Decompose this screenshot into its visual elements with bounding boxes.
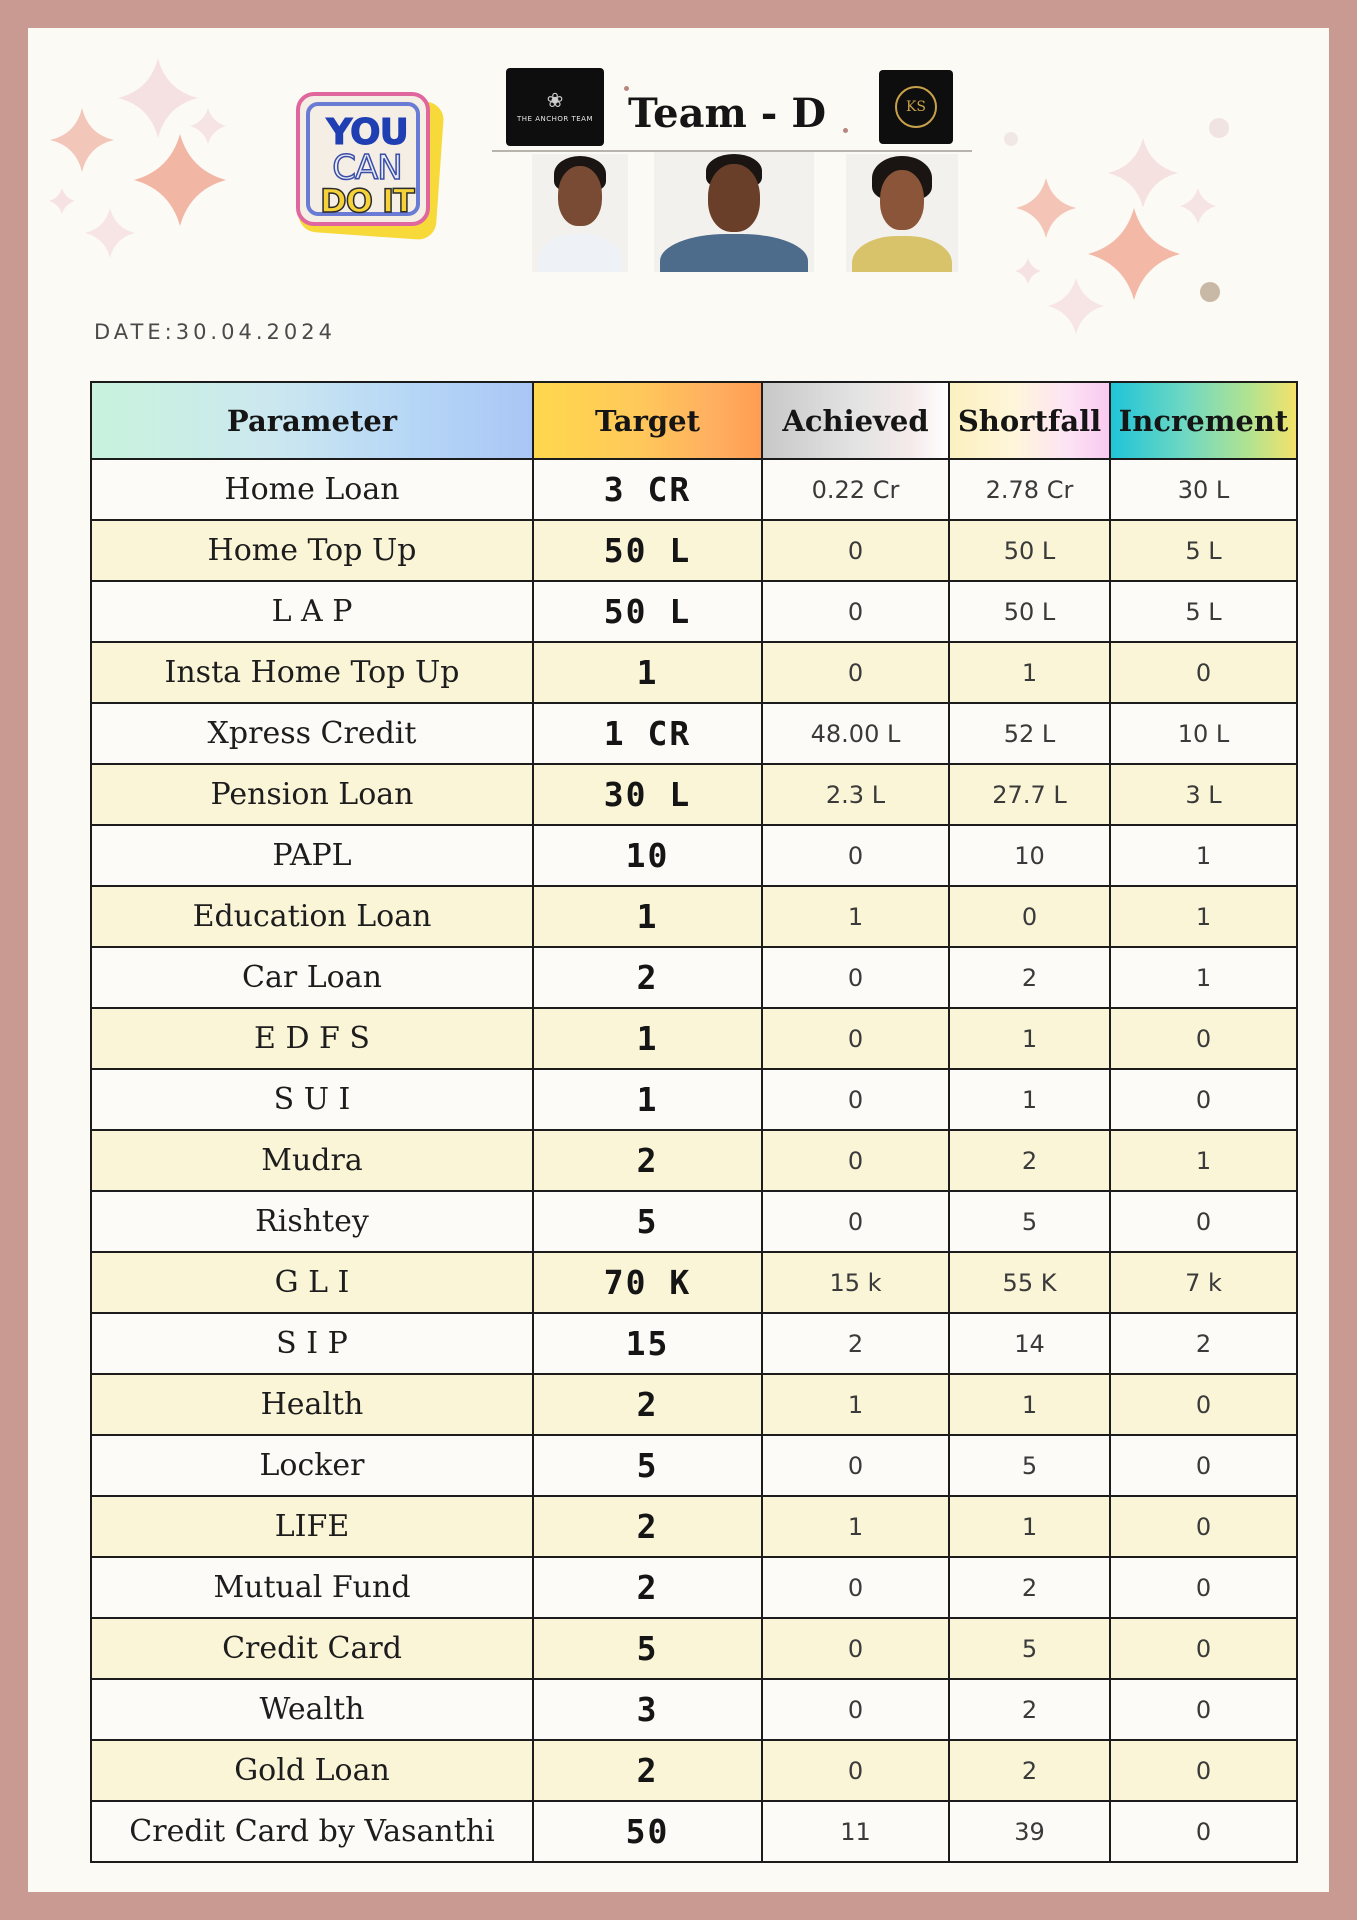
cell-target: 3: [533, 1679, 762, 1740]
cell-increment: 0: [1110, 1557, 1297, 1618]
cell-achieved: 15 k: [762, 1252, 949, 1313]
table-row: [91, 947, 1297, 1008]
cell-shortfall: 2: [949, 947, 1110, 1008]
cell-shortfall: 1: [949, 1008, 1110, 1069]
cell-shortfall: 1: [949, 1069, 1110, 1130]
cell-target: 10: [533, 825, 762, 886]
table-row: [91, 642, 1297, 703]
cell-parameter: E D F S: [91, 1008, 533, 1069]
table-row: [91, 1618, 1297, 1679]
cell-increment: 5 L: [1110, 520, 1297, 581]
cell-achieved: 1: [762, 886, 949, 947]
cell-target: 2: [533, 1557, 762, 1618]
cell-increment: 0: [1110, 1435, 1297, 1496]
cell-target: 2: [533, 1130, 762, 1191]
cell-increment: 0: [1110, 1740, 1297, 1801]
cell-target: 1 CR: [533, 703, 762, 764]
cell-increment: 0: [1110, 1069, 1297, 1130]
cell-target: 15: [533, 1313, 762, 1374]
butterfly-icon: ❀: [546, 90, 564, 112]
header-increment: Increment: [1110, 382, 1297, 459]
cell-parameter: Wealth: [91, 1679, 533, 1740]
cell-parameter: Credit Card: [91, 1618, 533, 1679]
table-row: [91, 703, 1297, 764]
cell-achieved: 0: [762, 1557, 949, 1618]
cell-achieved: 0: [762, 1130, 949, 1191]
cell-target: 1: [533, 1069, 762, 1130]
report-date: DATE:30.04.2024: [94, 320, 336, 344]
cell-shortfall: 55 K: [949, 1252, 1110, 1313]
cell-shortfall: 52 L: [949, 703, 1110, 764]
cell-achieved: 2: [762, 1313, 949, 1374]
cell-parameter: Health: [91, 1374, 533, 1435]
cell-achieved: 0: [762, 1679, 949, 1740]
cell-shortfall: 2.78 Cr: [949, 459, 1110, 520]
cell-target: 5: [533, 1435, 762, 1496]
cell-shortfall: 2: [949, 1130, 1110, 1191]
cell-achieved: 0.22 Cr: [762, 459, 949, 520]
cell-increment: 0: [1110, 1374, 1297, 1435]
cell-shortfall: 14: [949, 1313, 1110, 1374]
cell-increment: 0: [1110, 1191, 1297, 1252]
cell-achieved: 0: [762, 825, 949, 886]
cell-shortfall: 5: [949, 1191, 1110, 1252]
sparkle-decoration-left: [48, 48, 278, 278]
table-row: [91, 886, 1297, 947]
table-row: [91, 1740, 1297, 1801]
cell-shortfall: 1: [949, 642, 1110, 703]
page-title: Team - D: [628, 90, 827, 137]
cell-increment: 0: [1110, 1618, 1297, 1679]
decor-dot: [1200, 282, 1220, 302]
cell-achieved: 1: [762, 1496, 949, 1557]
table-row: [91, 1496, 1297, 1557]
table-row: [91, 764, 1297, 825]
cell-target: 50: [533, 1801, 762, 1862]
anchor-team-logo: [506, 68, 604, 146]
cell-target: 2: [533, 1374, 762, 1435]
cell-shortfall: 0: [949, 886, 1110, 947]
ks-logo: [879, 70, 953, 144]
cell-shortfall: 1: [949, 1374, 1110, 1435]
table-body: [91, 459, 1297, 1862]
cell-target: 2: [533, 1496, 762, 1557]
cell-increment: 2: [1110, 1313, 1297, 1374]
header-shortfall: Shortfall: [949, 382, 1110, 459]
cell-increment: 0: [1110, 1496, 1297, 1557]
badge-line-2: CAN: [332, 148, 402, 188]
cell-target: 2: [533, 947, 762, 1008]
decor-dot: [1004, 132, 1018, 146]
cell-parameter: Xpress Credit: [91, 703, 533, 764]
cell-parameter: S I P: [91, 1313, 533, 1374]
cell-achieved: 1: [762, 1374, 949, 1435]
cell-target: 1: [533, 1008, 762, 1069]
cell-increment: 5 L: [1110, 581, 1297, 642]
table-row: [91, 1069, 1297, 1130]
cell-parameter: Pension Loan: [91, 764, 533, 825]
cell-parameter: Rishtey: [91, 1191, 533, 1252]
badge-line-3: DO IT: [320, 182, 414, 220]
cell-increment: 1: [1110, 1130, 1297, 1191]
cell-target: 5: [533, 1618, 762, 1679]
cell-parameter: Gold Loan: [91, 1740, 533, 1801]
decor-dot: [1209, 118, 1229, 138]
table-row: [91, 520, 1297, 581]
table-row: [91, 1435, 1297, 1496]
page: [28, 28, 1329, 1892]
cell-increment: 3 L: [1110, 764, 1297, 825]
header-target: Target: [533, 382, 762, 459]
cell-parameter: Home Top Up: [91, 520, 533, 581]
cell-achieved: 0: [762, 581, 949, 642]
cell-parameter: L A P: [91, 581, 533, 642]
cell-increment: 1: [1110, 886, 1297, 947]
cell-increment: 0: [1110, 1008, 1297, 1069]
table-row: [91, 1557, 1297, 1618]
sparkle-decoration-right: [998, 108, 1258, 348]
table-header-row: [91, 382, 1297, 459]
cell-achieved: 0: [762, 520, 949, 581]
cell-parameter: Insta Home Top Up: [91, 642, 533, 703]
cell-target: 3 CR: [533, 459, 762, 520]
cell-achieved: 0: [762, 1191, 949, 1252]
cell-parameter: Mudra: [91, 1130, 533, 1191]
cell-shortfall: 1: [949, 1496, 1110, 1557]
table-row: [91, 459, 1297, 520]
cell-target: 50 L: [533, 520, 762, 581]
cell-shortfall: 39: [949, 1801, 1110, 1862]
table-row: [91, 1191, 1297, 1252]
cell-target: 1: [533, 886, 762, 947]
team-member-photo-1: [532, 154, 628, 272]
table-row: [91, 1252, 1297, 1313]
cell-increment: 1: [1110, 947, 1297, 1008]
table-row: [91, 1374, 1297, 1435]
cell-target: 1: [533, 642, 762, 703]
cell-increment: 1: [1110, 825, 1297, 886]
cell-shortfall: 50 L: [949, 520, 1110, 581]
cell-target: 5: [533, 1191, 762, 1252]
cell-shortfall: 2: [949, 1740, 1110, 1801]
cell-shortfall: 5: [949, 1618, 1110, 1679]
cell-increment: 30 L: [1110, 459, 1297, 520]
cell-increment: 7 k: [1110, 1252, 1297, 1313]
table-row: [91, 581, 1297, 642]
cell-achieved: 0: [762, 1008, 949, 1069]
cell-parameter: Locker: [91, 1435, 533, 1496]
cell-parameter: LIFE: [91, 1496, 533, 1557]
header-parameter: Parameter: [91, 382, 533, 459]
cell-shortfall: 27.7 L: [949, 764, 1110, 825]
cell-achieved: 0: [762, 1435, 949, 1496]
cell-achieved: 11: [762, 1801, 949, 1862]
cell-achieved: 2.3 L: [762, 764, 949, 825]
cell-parameter: Car Loan: [91, 947, 533, 1008]
table-row: [91, 1313, 1297, 1374]
cell-target: 30 L: [533, 764, 762, 825]
anchor-team-logo-text: THE ANCHOR TEAM: [517, 115, 593, 123]
cell-achieved: 0: [762, 642, 949, 703]
cell-target: 70 K: [533, 1252, 762, 1313]
cell-parameter: Mutual Fund: [91, 1557, 533, 1618]
table-row: [91, 1679, 1297, 1740]
cell-achieved: 0: [762, 1740, 949, 1801]
cell-increment: 0: [1110, 1679, 1297, 1740]
cell-parameter: Education Loan: [91, 886, 533, 947]
header-achieved: Achieved: [762, 382, 949, 459]
cell-target: 2: [533, 1740, 762, 1801]
cell-parameter: Home Loan: [91, 459, 533, 520]
cell-achieved: 0: [762, 947, 949, 1008]
cell-parameter: G L I: [91, 1252, 533, 1313]
cell-achieved: 0: [762, 1069, 949, 1130]
cell-achieved: 0: [762, 1618, 949, 1679]
table-row: [91, 1008, 1297, 1069]
table-row: [91, 825, 1297, 886]
cell-parameter: PAPL: [91, 825, 533, 886]
team-member-photo-3: [846, 154, 958, 272]
cell-increment: 0: [1110, 1801, 1297, 1862]
badge-line-1: YOU: [326, 112, 408, 153]
cell-achieved: 48.00 L: [762, 703, 949, 764]
performance-table: [90, 381, 1298, 1863]
table-row: [91, 1801, 1297, 1862]
cell-shortfall: 5: [949, 1435, 1110, 1496]
ks-logo-text: KS: [895, 86, 937, 128]
cell-shortfall: 50 L: [949, 581, 1110, 642]
cell-shortfall: 2: [949, 1679, 1110, 1740]
table-row: [91, 1130, 1297, 1191]
cell-shortfall: 10: [949, 825, 1110, 886]
cell-parameter: Credit Card by Vasanthi: [91, 1801, 533, 1862]
cell-target: 50 L: [533, 581, 762, 642]
cell-shortfall: 2: [949, 1557, 1110, 1618]
you-can-do-it-badge: [292, 90, 442, 240]
team-member-photo-2: [654, 152, 814, 272]
cell-increment: 0: [1110, 642, 1297, 703]
cell-increment: 10 L: [1110, 703, 1297, 764]
cell-parameter: S U I: [91, 1069, 533, 1130]
